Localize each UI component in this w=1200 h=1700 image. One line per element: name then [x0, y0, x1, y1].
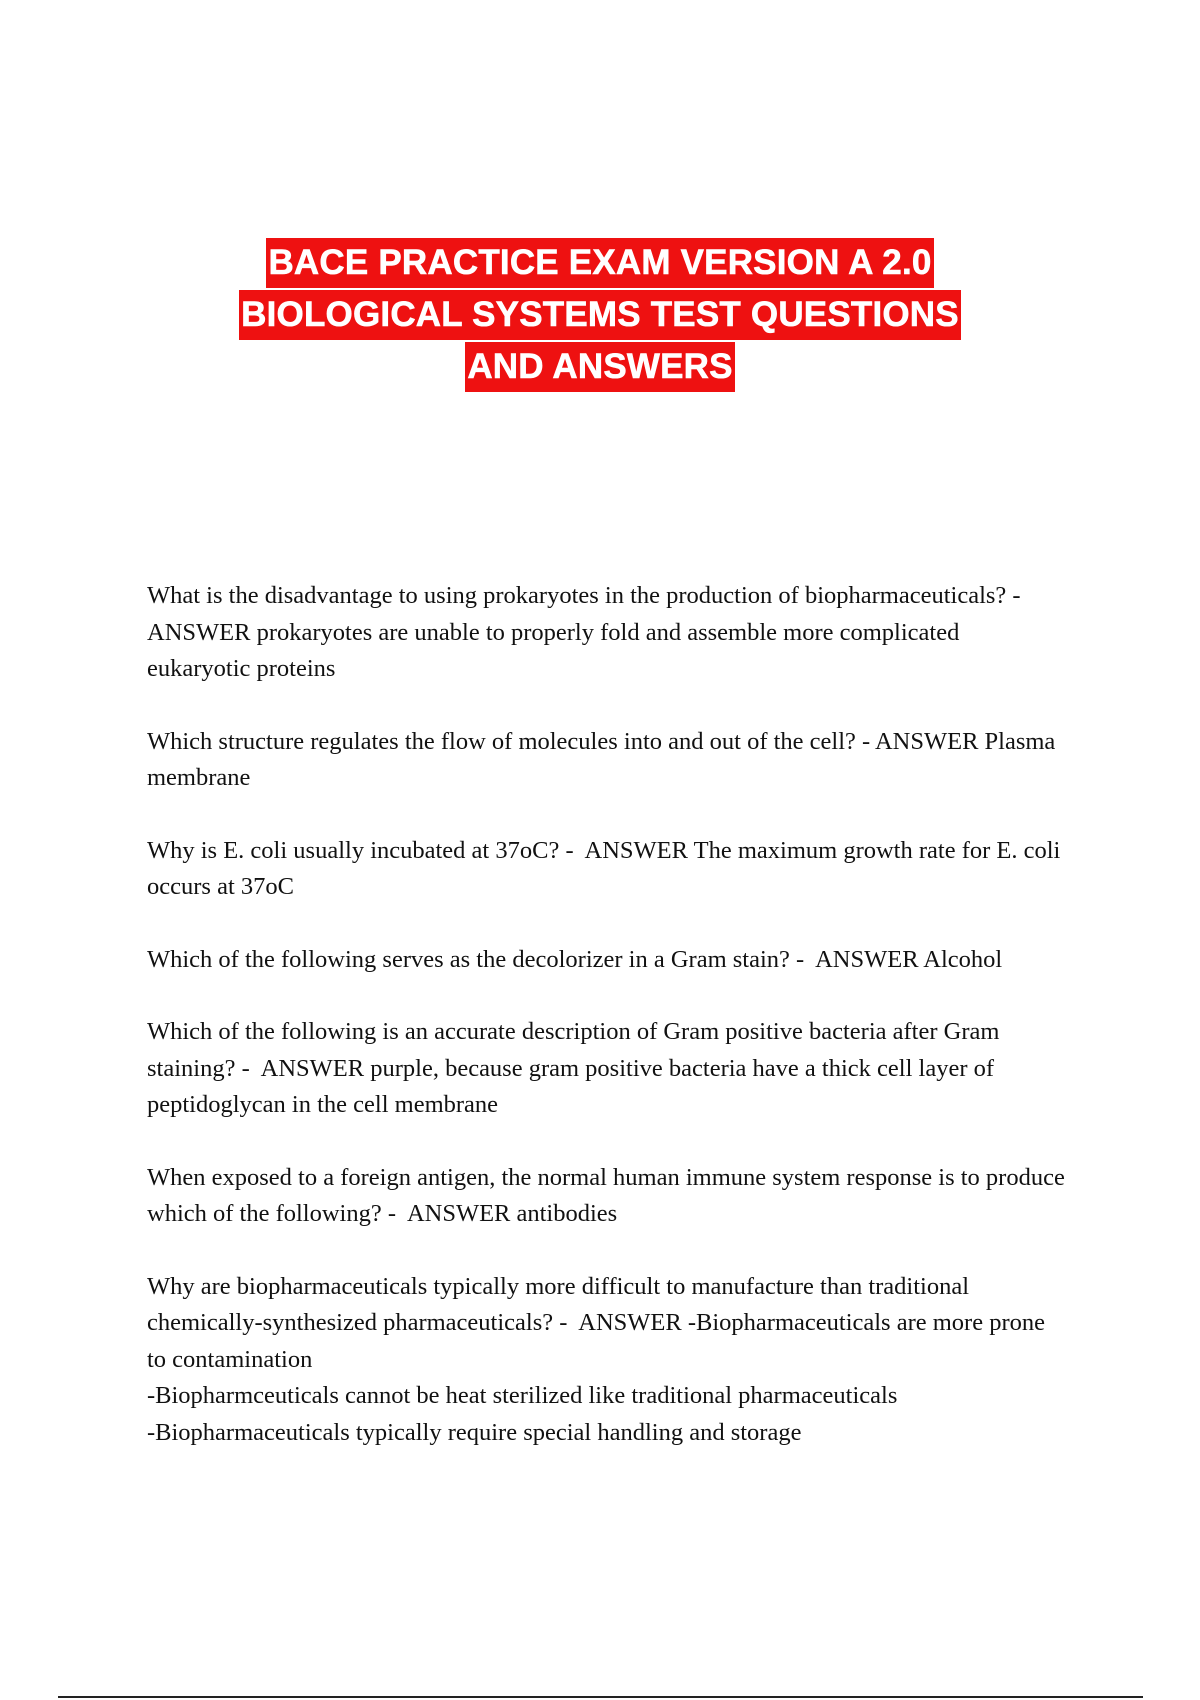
- question-text: Why are biopharmaceuticals typically more difficult to manufacture than traditional chemically-synthesized pharmaceuticals? -: [147, 1272, 970, 1336]
- qa-item-6: [147, 1160, 1067, 1233]
- qa-item-4: [147, 942, 1067, 979]
- answer-text: ANSWER Alcohol: [815, 945, 1003, 973]
- qa-item-7: [147, 1269, 1067, 1452]
- answer-text: ANSWER antibodies: [406, 1200, 618, 1227]
- title-line-2: [0, 290, 1200, 342]
- question-text: Why is E. coli usually incubated at 37oC? -: [147, 836, 574, 864]
- title-line-3: [0, 342, 1200, 394]
- question-text: When exposed to a foreign antigen, the normal human immune system response is to produce which of the following? -: [147, 1163, 1065, 1227]
- qa-item-1: [147, 578, 1067, 688]
- qa-item-3: [147, 833, 1067, 906]
- title-line-3-text: AND ANSWERS: [465, 342, 734, 392]
- footer-rule: [58, 1696, 1143, 1698]
- question-text: Which of the following serves as the decolorizer in a Gram stain? -: [147, 945, 805, 973]
- title-line-1: [0, 238, 1200, 290]
- question-text: Which of the following is an accurate description of Gram positive bacteria after Gram staining? -: [147, 1018, 1000, 1082]
- document-title: [0, 238, 1200, 394]
- answer-text: ANSWER The maximum growth rate for E. coli occurs at 37oC: [147, 836, 1061, 900]
- question-text: What is the disadvantage to using prokaryotes in the production of biopharmaceuticals? -: [147, 582, 1021, 609]
- answer-text: ANSWER prokaryotes are unable to properly fold and assemble more complicated eukaryotic proteins: [147, 618, 960, 682]
- answer-text: ANSWER -Biopharmaceuticals are more prone to contamination -Biopharmceuticals cannot be heat sterilized like traditional pharmaceuticals -Biopharmaceuticals typically require special handling and storage: [147, 1309, 1045, 1446]
- qa-item-2: [147, 724, 1067, 797]
- answer-text: ANSWER purple, because gram positive bacteria have a thick cell layer of peptidoglycan in the cell membrane: [147, 1054, 995, 1118]
- title-line-2-text: BIOLOGICAL SYSTEMS TEST QUESTIONS: [239, 290, 961, 340]
- question-text: Which structure regulates the flow of molecules into and out of the cell? -: [147, 727, 871, 755]
- qa-item-5: [147, 1014, 1067, 1124]
- question-answer-list: [147, 578, 1067, 1487]
- answer-text: ANSWER Plasma membrane: [147, 727, 1056, 791]
- title-line-1-text: BACE PRACTICE EXAM VERSION A 2.0: [266, 238, 933, 288]
